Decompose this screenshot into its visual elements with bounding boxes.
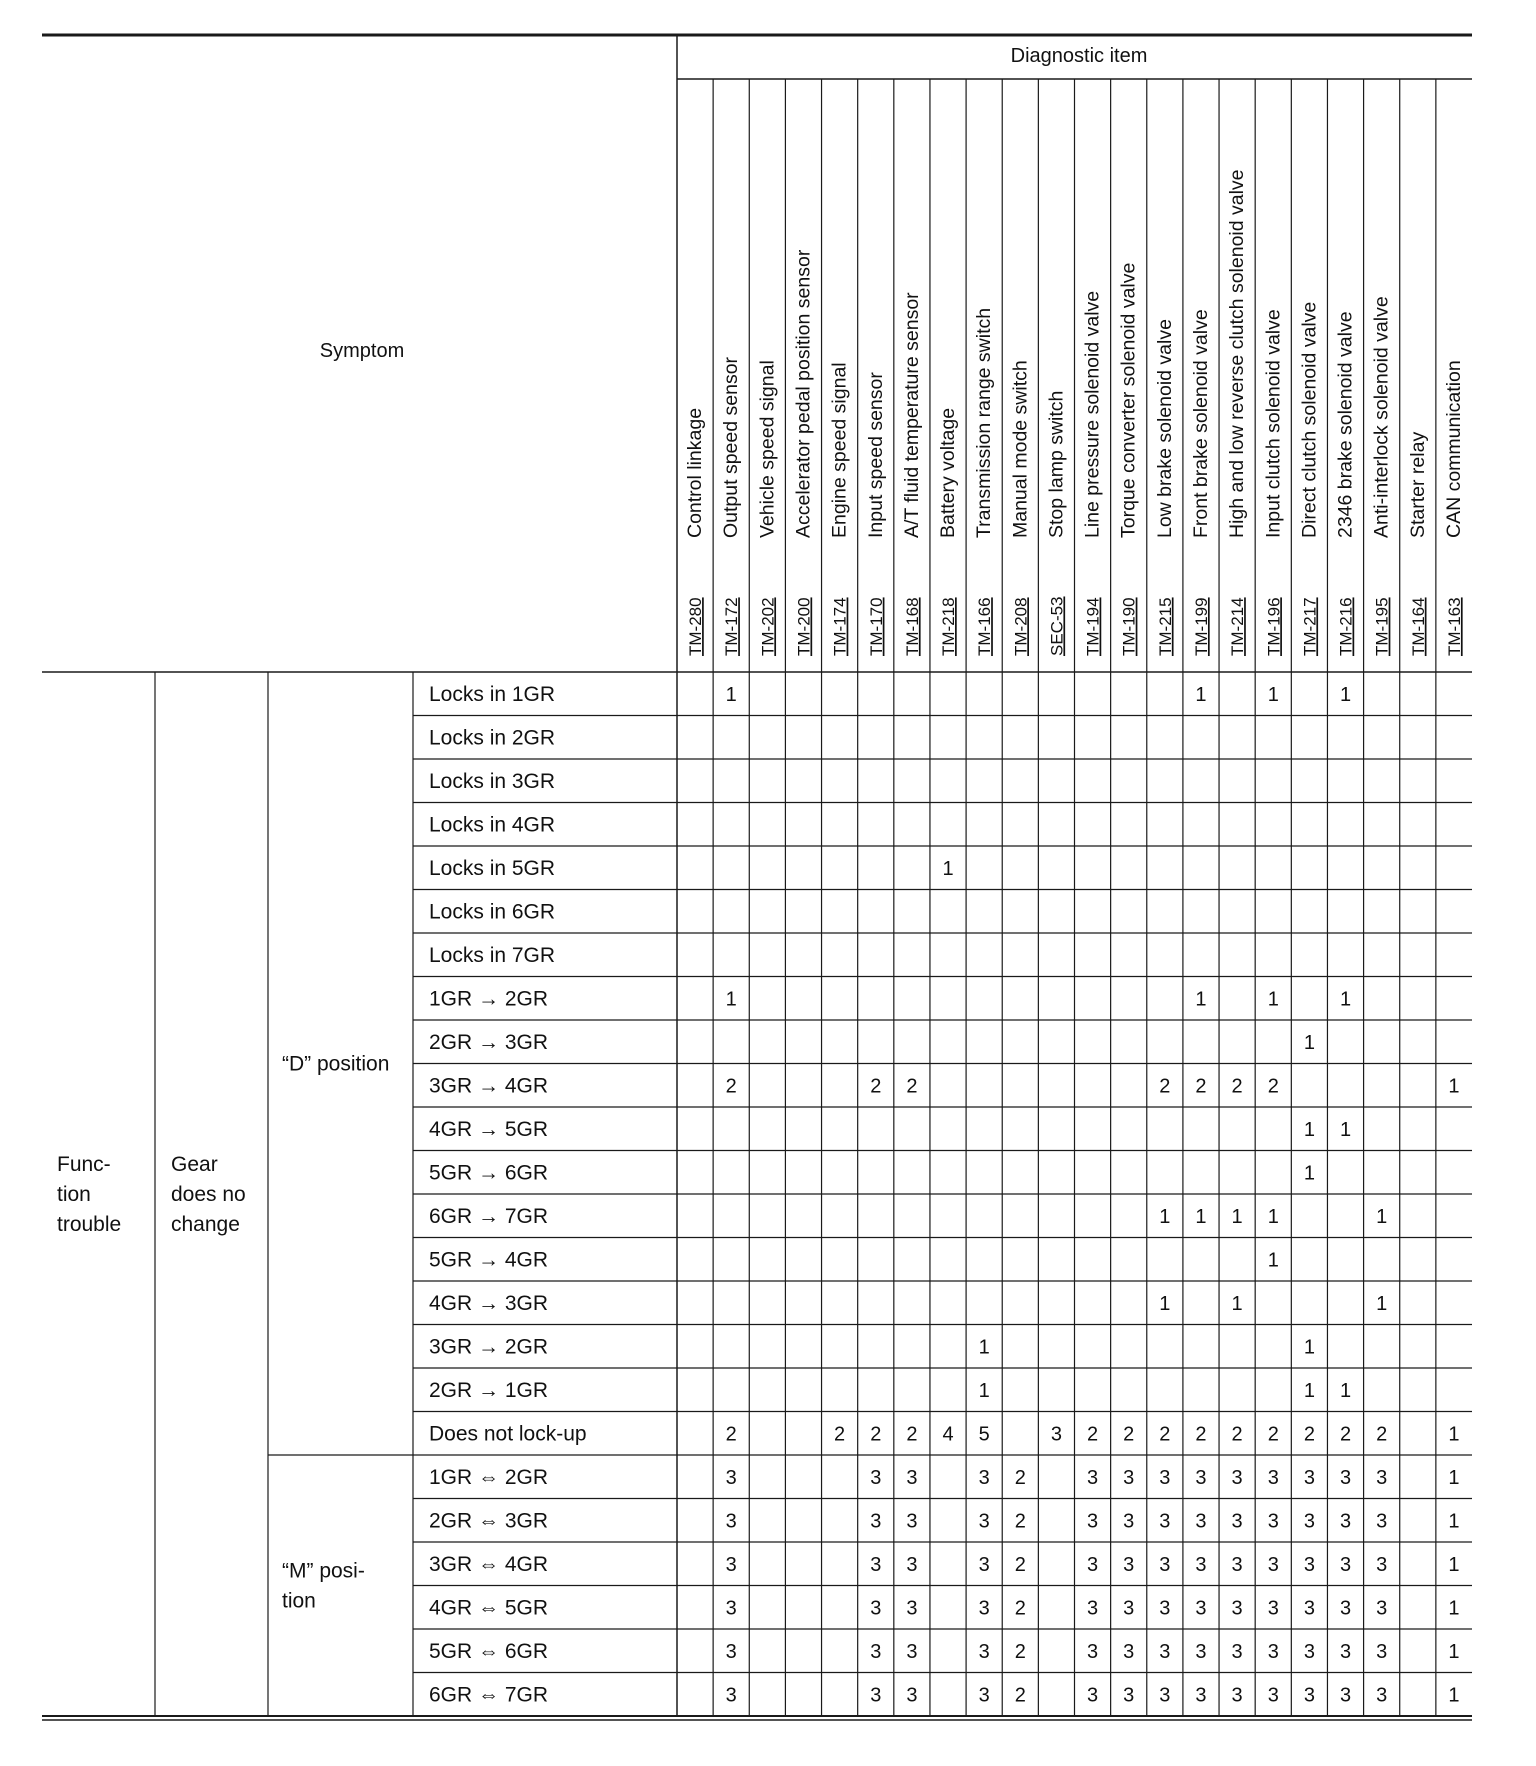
symptom-label: Locks in 2GR (429, 726, 556, 750)
priority-value: 3 (1303, 1510, 1315, 1533)
priority-value: 3 (1339, 1640, 1352, 1663)
column-reference-link[interactable]: TM-164 (1408, 597, 1428, 656)
column-reference-link[interactable]: TM-208 (1011, 597, 1031, 656)
table-row (429, 1031, 1315, 1054)
column-header (901, 292, 923, 656)
column-header (829, 362, 851, 656)
column-label: Direct clutch solenoid valve (1298, 301, 1321, 538)
priority-value: 3 (870, 1553, 882, 1576)
column-label: CAN communication (1442, 360, 1465, 538)
priority-value: 3 (1159, 1510, 1171, 1533)
column-header (1118, 263, 1140, 656)
priority-value: 3 (725, 1466, 737, 1489)
symptom-label: 6GR → 7GR (429, 1204, 549, 1228)
symptom-label: Locks in 3GR (429, 769, 556, 793)
priority-value: 1 (1195, 988, 1207, 1011)
column-header (792, 249, 814, 656)
column-header (1371, 296, 1393, 656)
priority-value: 3 (725, 1640, 737, 1663)
column-label: Starter relay (1406, 431, 1429, 538)
column-label: Torque converter solenoid valve (1117, 262, 1140, 538)
column-label: Engine speed signal (828, 362, 851, 538)
group-label-line: Func- (57, 1153, 111, 1176)
priority-value: 2 (1014, 1510, 1026, 1533)
priority-value: 3 (906, 1640, 918, 1663)
priority-value: 3 (1303, 1640, 1315, 1663)
priority-value: 2 (1195, 1075, 1207, 1098)
column-reference-link[interactable]: SEC-53 (1047, 596, 1067, 656)
priority-value: 3 (1267, 1597, 1279, 1620)
group-label-line: “D” position (282, 1052, 390, 1076)
priority-value: 3 (1231, 1510, 1243, 1533)
symptom-label: 3GR ⇔ 4GR (429, 1552, 549, 1576)
priority-value: 3 (1339, 1466, 1352, 1489)
priority-value: 1 (1267, 988, 1279, 1011)
column-header (1298, 302, 1320, 656)
column-header (865, 372, 887, 656)
table-row (429, 900, 555, 923)
priority-value: 1 (1339, 1118, 1352, 1141)
symptom-label: 4GR → 3GR (429, 1291, 549, 1315)
column-reference-link[interactable]: TM-163 (1444, 597, 1464, 656)
priority-value: 2 (834, 1423, 846, 1446)
column-label: Manual mode switch (1009, 360, 1032, 538)
priority-value: 4 (942, 1423, 954, 1446)
priority-value: 1 (1376, 1292, 1388, 1315)
priority-value: 1 (1339, 988, 1352, 1011)
priority-value: 3 (1339, 1597, 1352, 1620)
priority-value: 1 (1448, 1684, 1460, 1707)
priority-value: 1 (1376, 1205, 1388, 1228)
table-row (429, 1509, 1459, 1532)
priority-value: 3 (978, 1510, 990, 1533)
priority-value: 2 (1014, 1553, 1026, 1576)
priority-value: 3 (1376, 1640, 1388, 1663)
priority-value: 3 (978, 1466, 990, 1489)
symptom-label: Locks in 6GR (429, 900, 556, 924)
priority-value: 3 (906, 1553, 918, 1576)
column-header (937, 408, 959, 656)
priority-value: 3 (1195, 1466, 1207, 1489)
symptom-label: Locks in 7GR (429, 943, 556, 967)
priority-value: 3 (1267, 1684, 1279, 1707)
priority-value: 3 (1087, 1466, 1099, 1489)
priority-value: 2 (1267, 1075, 1279, 1098)
priority-value: 3 (725, 1553, 737, 1576)
priority-value: 3 (1267, 1466, 1279, 1489)
column-header (1407, 432, 1429, 656)
column-header (1082, 291, 1104, 656)
group-label-line: trouble (57, 1213, 122, 1236)
symptom-label: 2GR ⇔ 3GR (429, 1509, 549, 1533)
column-label: Accelerator pedal position sensor (792, 249, 815, 538)
column-reference-link[interactable]: TM-194 (1083, 597, 1103, 656)
priority-value: 2 (1014, 1640, 1026, 1663)
column-label: Front brake solenoid valve (1189, 309, 1212, 538)
table-row (429, 944, 555, 967)
column-reference-link[interactable]: TM-190 (1119, 597, 1139, 656)
priority-value: 1 (1303, 1336, 1315, 1359)
table-row (429, 987, 1351, 1010)
column-header (684, 408, 706, 656)
priority-value: 2 (870, 1075, 882, 1098)
priority-value: 3 (870, 1466, 882, 1489)
priority-value: 1 (1339, 1379, 1352, 1402)
column-reference-link[interactable]: TM-170 (866, 597, 886, 656)
priority-value: 3 (1267, 1510, 1279, 1533)
symptom-label: 3GR → 2GR (429, 1335, 549, 1359)
table-row (429, 857, 954, 880)
priority-value: 3 (1159, 1553, 1171, 1576)
priority-value: 3 (1376, 1466, 1388, 1489)
priority-value: 3 (1195, 1553, 1207, 1576)
priority-value: 3 (1231, 1553, 1243, 1576)
group-gear-does-not-change (171, 1153, 246, 1236)
priority-value: 2 (1267, 1423, 1279, 1446)
priority-value: 1 (1267, 1205, 1279, 1228)
column-label: Vehicle speed signal (756, 360, 779, 538)
priority-value: 3 (1087, 1684, 1099, 1707)
priority-value: 3 (1159, 1466, 1171, 1489)
group-label-line: tion (57, 1183, 91, 1206)
priority-value: 1 (1448, 1423, 1460, 1446)
priority-value: 3 (870, 1640, 882, 1663)
column-header (973, 308, 995, 656)
priority-value: 3 (1376, 1597, 1388, 1620)
column-reference-link[interactable]: TM-214 (1228, 597, 1248, 656)
priority-value: 1 (1231, 1205, 1243, 1228)
group-label-line: tion (282, 1589, 316, 1613)
column-header (1226, 169, 1248, 656)
priority-value: 1 (1303, 1031, 1315, 1054)
group-function-trouble (57, 1153, 121, 1236)
column-reference-link[interactable]: TM-202 (758, 597, 778, 656)
priority-value: 3 (1159, 1597, 1171, 1620)
column-header (1154, 319, 1176, 656)
table-row (429, 1161, 1315, 1184)
priority-value: 1 (1231, 1292, 1243, 1315)
priority-value: 1 (942, 857, 954, 880)
column-label: Input speed sensor (864, 372, 887, 538)
priority-value: 3 (978, 1684, 990, 1707)
priority-value: 3 (978, 1597, 990, 1620)
priority-value: 2 (1159, 1423, 1171, 1446)
priority-value: 1 (1195, 1205, 1207, 1228)
priority-value: 3 (1087, 1553, 1099, 1576)
group-label-line: does no (171, 1183, 246, 1206)
column-label: Transmission range switch (973, 307, 996, 538)
column-label: Anti-interlock solenoid valve (1370, 296, 1393, 538)
subgroup-d-position (282, 1053, 389, 1076)
priority-value: 3 (1050, 1423, 1062, 1446)
subgroup-m-position (282, 1560, 365, 1613)
symptom-label: 5GR ⇔ 6GR (429, 1639, 549, 1663)
priority-value: 3 (906, 1510, 918, 1533)
column-label: Low brake solenoid valve (1153, 319, 1176, 538)
priority-value: 3 (1123, 1553, 1135, 1576)
priority-value: 1 (1303, 1162, 1315, 1185)
priority-value: 1 (1339, 683, 1352, 706)
priority-value: 3 (1339, 1553, 1352, 1576)
column-reference-link[interactable]: TM-168 (902, 597, 922, 656)
priority-value: 3 (725, 1510, 737, 1533)
priority-value: 3 (978, 1640, 990, 1663)
priority-value: 3 (1087, 1597, 1099, 1620)
column-header (1009, 360, 1031, 656)
priority-value: 2 (1303, 1423, 1315, 1446)
column-header (756, 360, 778, 656)
priority-value: 1 (978, 1379, 990, 1402)
priority-value: 2 (1195, 1423, 1207, 1446)
column-header (1262, 309, 1284, 656)
symptom-label: 4GR ⇔ 5GR (429, 1596, 549, 1620)
table-row (429, 1379, 1351, 1402)
column-label: 2346 brake solenoid valve (1334, 311, 1357, 538)
priority-value: 3 (870, 1597, 882, 1620)
priority-value: 2 (1231, 1075, 1243, 1098)
column-header (1190, 309, 1212, 656)
priority-value: 1 (1448, 1640, 1460, 1663)
column-reference-link[interactable]: TM-166 (975, 597, 995, 656)
symptom-label: 1GR ⇔ 2GR (429, 1465, 549, 1489)
column-label: High and low reverse clutch solenoid valve (1226, 169, 1249, 538)
table-row (429, 1683, 1459, 1706)
group-label-line: change (171, 1213, 240, 1236)
symptom-label: 3GR → 4GR (429, 1074, 549, 1098)
column-reference-link[interactable]: TM-215 (1155, 597, 1175, 656)
priority-value: 1 (725, 683, 737, 706)
priority-value: 3 (1267, 1640, 1279, 1663)
symptom-label: Locks in 5GR (429, 856, 556, 880)
priority-value: 3 (906, 1466, 918, 1489)
symptom-label: Locks in 1GR (429, 682, 556, 706)
table-row (429, 1205, 1387, 1228)
priority-value: 2 (1339, 1423, 1352, 1446)
table-row (429, 726, 555, 749)
priority-value: 3 (1339, 1684, 1352, 1707)
symptom-header: Symptom (319, 340, 405, 362)
column-reference-link[interactable]: TM-199 (1191, 597, 1211, 656)
column-label: Output speed sensor (720, 356, 743, 538)
priority-value: 3 (1303, 1597, 1315, 1620)
priority-value: 3 (1123, 1510, 1135, 1533)
priority-value: 3 (1195, 1640, 1207, 1663)
symptom-label: 6GR ⇔ 7GR (429, 1683, 549, 1707)
table-row (429, 1553, 1459, 1576)
column-label: A/T fluid temperature sensor (900, 292, 923, 538)
column-reference-link[interactable]: TM-216 (1336, 597, 1356, 656)
column-label: Battery voltage (937, 407, 960, 538)
table-row (429, 1466, 1459, 1489)
symptom-label: 2GR → 1GR (429, 1378, 549, 1402)
priority-value: 1 (978, 1336, 990, 1359)
symptom-label: Does not lock-up (429, 1422, 587, 1446)
priority-value: 2 (906, 1075, 918, 1098)
priority-value: 2 (870, 1423, 882, 1446)
priority-value: 3 (906, 1684, 918, 1707)
priority-value: 3 (870, 1510, 882, 1533)
priority-value: 2 (906, 1423, 918, 1446)
priority-value: 1 (1448, 1553, 1460, 1576)
priority-value: 1 (1195, 683, 1207, 706)
column-reference-link[interactable]: TM-195 (1372, 597, 1392, 656)
priority-value: 3 (1231, 1684, 1243, 1707)
priority-value: 3 (1267, 1553, 1279, 1576)
table-row (429, 813, 555, 836)
column-reference-link[interactable]: TM-200 (794, 597, 814, 656)
priority-value: 1 (1159, 1205, 1171, 1228)
priority-value: 3 (978, 1553, 990, 1576)
column-label: Input clutch solenoid valve (1262, 309, 1285, 538)
priority-value: 3 (1231, 1640, 1243, 1663)
priority-value: 3 (725, 1597, 737, 1620)
table-row (429, 1422, 1459, 1445)
column-header (720, 356, 742, 656)
priority-value: 2 (1376, 1423, 1388, 1446)
priority-value: 3 (1303, 1684, 1315, 1707)
column-label: Stop lamp switch (1045, 390, 1068, 538)
diagnostic-item-header: Diagnostic item (1010, 45, 1148, 67)
column-reference-link[interactable]: TM-218 (939, 597, 959, 656)
priority-value: 2 (1014, 1684, 1026, 1707)
priority-value: 3 (1195, 1597, 1207, 1620)
priority-value: 3 (1303, 1553, 1315, 1576)
table-row (429, 1596, 1459, 1619)
table-row (429, 770, 555, 793)
symptom-label: 5GR → 6GR (429, 1161, 549, 1185)
column-reference-link[interactable]: TM-196 (1264, 597, 1284, 656)
priority-value: 1 (725, 988, 737, 1011)
priority-value: 2 (1014, 1597, 1026, 1620)
priority-value: 3 (1303, 1466, 1315, 1489)
priority-value: 3 (1159, 1640, 1171, 1663)
symptom-label: 4GR → 5GR (429, 1117, 549, 1141)
column-header (1335, 311, 1357, 656)
table-row (429, 683, 1351, 706)
priority-value: 3 (870, 1684, 882, 1707)
priority-value: 1 (1267, 683, 1279, 706)
priority-value: 3 (1087, 1510, 1099, 1533)
priority-value: 3 (1123, 1597, 1135, 1620)
priority-value: 3 (906, 1597, 918, 1620)
priority-value: 3 (1376, 1510, 1388, 1533)
priority-value: 3 (1376, 1684, 1388, 1707)
priority-value: 3 (1159, 1684, 1171, 1707)
priority-value: 2 (1159, 1075, 1171, 1098)
priority-value: 3 (1231, 1597, 1243, 1620)
priority-value: 1 (1448, 1597, 1460, 1620)
column-header (1045, 391, 1067, 656)
priority-value: 2 (725, 1075, 737, 1098)
table-row (429, 1118, 1351, 1141)
priority-value: 3 (725, 1684, 737, 1707)
column-header (1443, 360, 1465, 656)
priority-value: 3 (1123, 1466, 1135, 1489)
priority-value: 1 (1303, 1118, 1315, 1141)
priority-value: 2 (1014, 1466, 1026, 1489)
table-row (429, 1292, 1387, 1315)
priority-value: 1 (1448, 1075, 1460, 1098)
priority-value: 1 (1448, 1510, 1460, 1533)
priority-value: 5 (978, 1423, 990, 1446)
symptom-label: 2GR → 3GR (429, 1030, 549, 1054)
priority-value: 3 (1231, 1466, 1243, 1489)
priority-value: 3 (1123, 1684, 1135, 1707)
column-label: Control linkage (684, 407, 707, 538)
column-label: Line pressure solenoid valve (1081, 290, 1104, 538)
table-row (429, 1640, 1459, 1663)
priority-value: 3 (1123, 1640, 1135, 1663)
priority-value: 3 (1195, 1684, 1207, 1707)
priority-value: 3 (1087, 1640, 1099, 1663)
priority-value: 1 (1303, 1379, 1315, 1402)
symptom-group-labels (57, 1053, 389, 1613)
priority-value: 1 (1448, 1466, 1460, 1489)
symptom-label: Locks in 4GR (429, 813, 556, 837)
column-reference-link[interactable]: TM-280 (686, 597, 706, 656)
group-label-line: “M” posi- (282, 1559, 365, 1583)
priority-value: 3 (1339, 1510, 1352, 1533)
symptom-label: 5GR → 4GR (429, 1248, 549, 1272)
group-label-line: Gear (171, 1153, 218, 1176)
column-reference-link[interactable]: TM-172 (722, 597, 742, 656)
priority-value: 2 (725, 1423, 737, 1446)
priority-value: 2 (1087, 1423, 1099, 1446)
priority-value: 2 (1123, 1423, 1135, 1446)
column-reference-link[interactable]: TM-174 (830, 597, 850, 656)
priority-value: 3 (1376, 1553, 1388, 1576)
priority-value: 1 (1159, 1292, 1171, 1315)
column-reference-link[interactable]: TM-217 (1300, 597, 1320, 656)
table-row (429, 1248, 1279, 1271)
table-row (429, 1074, 1459, 1097)
table-grid (42, 35, 1472, 1720)
priority-value: 2 (1231, 1423, 1243, 1446)
table-row (429, 1335, 1315, 1358)
priority-value: 1 (1267, 1249, 1279, 1272)
symptom-label: 1GR → 2GR (429, 987, 549, 1011)
priority-value: 3 (1195, 1510, 1207, 1533)
